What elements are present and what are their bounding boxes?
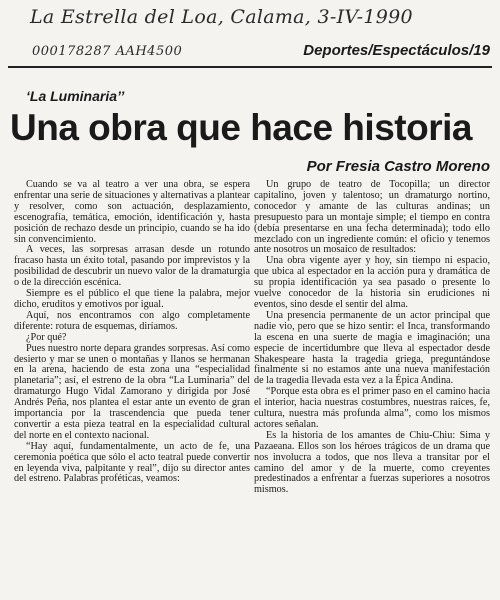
paragraph: Aquí, nos encontramos con algo completamente diferente: rotura de esquemas, diríamos.	[14, 309, 250, 332]
kicker: ‘La Luminaria’’	[26, 88, 125, 104]
paragraph: “Hay aquí, fundamentalmente, un acto de fe, una ceremonia poética que sólo el acto teatral puede convertir en leyenda viva, palpitante y real”, dijo su director antes del estreno. Palabras proféticas, veamos:	[14, 440, 250, 485]
article-column-right	[254, 180, 490, 496]
paragraph: Cuando se va al teatro a ver una obra, se espera enfrentar una serie de situaciones y alternativas a plantear y resolver, como son actuación, desplazamiento, escenografía, temática, emoción, identificación y, hasta posición de rechazo desde un principio, cuando se ha ido sin convencimiento.	[14, 179, 250, 245]
paragraph: Es la historia de los amantes de Chiu-Chiu: Sima y Pazaeana. Ellos son los héroes trágicos de un drama que nos involucra a todos, que nos lleva a transitar por el camino del amor y de la muerte, como creyentes predestinados a enfrentar a fuerzas superiores a nosotros mismos.	[254, 429, 490, 496]
paragraph: Pues nuestro norte depara grandes sorpresas. Así como desierto y mar se unen o montañas y llanos se hermanan en la arena, haciendo de esta zona una “especialidad planetaria”; así, el estreno de la obra “La Luminaria” del dramaturgo Hugo Vidal Zamorano y dirigida por José Andrés Peña, nos plantea el estar ante un evento de gran importancia por la trascendencia que pueda tener convertir a esta pieza teatral en la especialidad cultural del norte en el contexto nacional.	[14, 342, 250, 441]
paragraph: Una presencia permanente de un actor principal que nadie vio, pero que se hizo sentir: el Inca, transformando la escena en una suerte de magia e imaginación; una especie de incertidumbre que lleva al espectador desde Shakespeare hasta la tragedia griega, preguntándose finalmente si no estamos ante una nueva manifestación de la tragedia llevada esta vez a la Épica Andina.	[254, 309, 490, 387]
article-column-left	[14, 180, 250, 485]
paragraph: Siempre es el público el que tiene la palabra, mejor dicho, eruditos y emotivos por igual.	[14, 288, 250, 310]
paragraph: A veces, las sorpresas arrasan desde un rotundo fracaso hasta un éxito total, pasando por imprevistos y la posibilidad de descubrir un nuevo valor de la dramaturgia o de la dirección escénica.	[14, 244, 250, 289]
handwritten-source-note: La Estrella del Loa, Calama, 3-IV-1990	[30, 6, 413, 28]
headline: Una obra que hace historia	[10, 107, 472, 148]
handwritten-catalog-number: 000178287 AAH4500	[32, 44, 183, 59]
section-header: Deportes/Espectáculos/19	[303, 42, 490, 59]
paragraph: ¿Por qué?	[26, 331, 67, 343]
paragraph: “Porque esta obra es el primer paso en el camino hacia el interior, hacia nuestras costumbres, nuestras raíces, fe, cultura, nuestra más profunda alma”, como los mismos actores señalan.	[254, 386, 490, 430]
header-rule	[8, 66, 492, 68]
byline: Por Fresia Castro Moreno	[306, 158, 490, 175]
paragraph: Una obra vigente ayer y hoy, sin tiempo ni espacio, que ubica al espectador en la acción pura y dramática de su propia identificación ya sea pasado o presente lo vuelve conocedor de la historia sin erudiciones ni eventos, sino desde el sentir del alma.	[254, 255, 490, 310]
paragraph: Un grupo de teatro de Tocopilla; un director capitalino, joven y talentoso; un dramaturgo nortino, conocedor y amante de las culturas andinas; un presupuesto para un montaje simple; el tiempo en contra (debía presentarse en una fecha determinada); todo ello mezclado con un ingrediente común: el oficio y tenemos ante nosotros un mosaico de resultados:	[254, 179, 490, 256]
